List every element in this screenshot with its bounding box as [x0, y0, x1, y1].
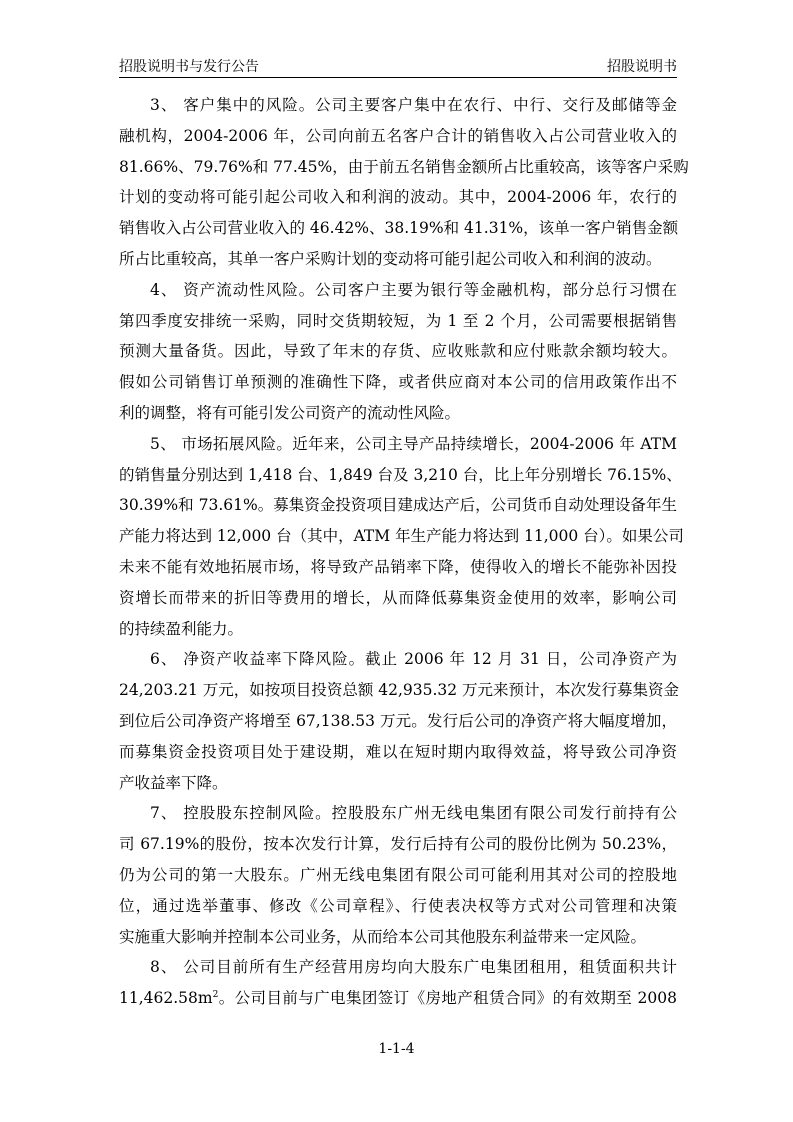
paragraph-customer-concentration-risk: [119, 90, 689, 275]
text-line: 实施重大影响并控制本公司业务，从而给本公司其他股东利益带来一定风险。: [119, 927, 647, 946]
paragraph-controlling-shareholder-risk: [119, 798, 677, 952]
text-line: [119, 983, 677, 1014]
text-line: 81.66%、79.76%和 77.45%，由于前五名销售金额所占比重较高，该等客户采购: [119, 157, 689, 176]
text-line-tail: 。公司目前与广电集团签订《房地产租赁合同》的有效期至 2008: [218, 989, 677, 1008]
text-line: 的销售量分别达到 1,418 台、1,849 台及 3,210 台，比上年分别增长 76.15%、: [119, 465, 682, 484]
paragraph-asset-liquidity-risk: [119, 275, 677, 429]
text-line: 到位后公司净资产将增至 67,138.53 万元。发行后公司的净资产将大幅度增加，: [119, 711, 677, 730]
text-line: 第四季度安排统一采购，同时交货期较短，为 1 至 2 个月，公司需要根据销售: [119, 311, 677, 330]
paragraph-market-expansion-risk: [119, 429, 684, 645]
text-line: 未来不能有效地拓展市场，将导致产品销率下降，使得收入的增长不能弥补因投: [119, 557, 677, 576]
text-line: 预测大量备货。因此，导致了年末的存货、应收账款和应付账款余额均较大。: [119, 342, 677, 361]
text-line: 7、 控股股东控制风险。控股股东广州无线电集团有限公司发行前持有公: [150, 804, 677, 823]
text-line: 24,203.21 万元，如按项目投资总额 42,935.32 万元来预计，本次发行募集资金: [119, 681, 680, 700]
text-line: 8、 公司目前所有生产经营用房均向大股东广电集团租用，租赁面积共计: [150, 958, 677, 977]
body-content: [119, 90, 689, 1014]
text-line: 司 67.19%的股份，按本次发行计算，发行后持有公司的股份比例为 50.23%，: [119, 835, 677, 854]
paragraph-roe-decline-risk: [119, 644, 680, 798]
text-line: 融机构，2004-2006 年，公司向前五名客户合计的销售收入占公司营业收入的: [119, 126, 677, 145]
header-right-title: 招股说明书: [607, 59, 677, 75]
page-number: 1-1-4: [378, 1041, 415, 1057]
text-line: 假如公司销售订单预测的准确性下降，或者供应商对本公司的信用政策作出不: [119, 373, 677, 392]
text-line: 产能力将达到 12,000 台（其中，ATM 年生产能力将达到 11,000 台）。如果公司: [119, 527, 684, 546]
text-line: 利的调整，将有可能引发公司资产的流动性风险。: [119, 403, 461, 422]
superscript: 2: [212, 989, 219, 1000]
text-line: 5、 市场拓展风险。近年来，公司主导产品持续增长，2004-2006 年 ATM: [150, 434, 677, 453]
text-line: 产收益率下降。: [119, 773, 228, 792]
area-value: 11,462.58m: [119, 989, 213, 1008]
page-header: [119, 52, 677, 76]
text-line: 而募集资金投资项目处于建设期，难以在短时期内取得效益，将导致公司净资: [119, 742, 677, 761]
text-line: 位，通过选举董事、修改《公司章程》、行使表决权等方式对公司管理和决策: [119, 896, 677, 915]
text-line: 30.39%和 73.61%。募集资金投资项目建成达产后，公司货币自动处理设备年生: [119, 496, 677, 515]
text-line: 计划的变动将可能引起公司收入和利润的波动。其中，2004-2006 年，农行的: [119, 188, 677, 207]
header-left-title: 招股说明书与发行公告: [119, 59, 259, 75]
text-line: 销售收入占公司营业收入的 46.42%、38.19%和 41.31%，该单一客户销售金额: [119, 219, 679, 238]
text-line: 3、 客户集中的风险。公司主要客户集中在农行、中行、交行及邮储等金: [150, 96, 677, 114]
text-line: 仍为公司的第一大股东。广州无线电集团有限公司可能利用其对公司的控股地: [119, 865, 677, 884]
text-line: 6、 净资产收益率下降风险。截止 2006 年 12 月 31 日，公司净资产为: [150, 650, 677, 669]
text-line: 所占比重较高，其单一客户采购计划的变动将可能引起公司收入和利润的波动。: [119, 249, 662, 268]
header-divider: [119, 77, 677, 78]
text-line: 的持续盈利能力。: [119, 619, 244, 638]
paragraph-leased-premises-risk: [119, 952, 677, 1014]
text-line: 资增长而带来的折旧等费用的增长，从而降低募集资金使用的效率，影响公司: [119, 588, 677, 607]
text-line: 4、 资产流动性风险。公司客户主要为银行等金融机构，部分总行习惯在: [150, 280, 677, 299]
